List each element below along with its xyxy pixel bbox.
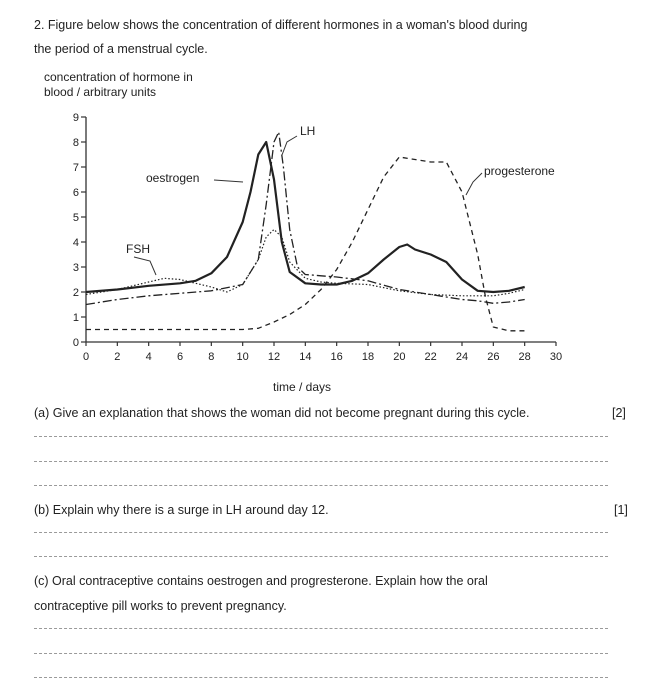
y-ticks — [73, 112, 86, 349]
fsh-label: FSH — [126, 242, 150, 256]
x-tick-label: 26 — [487, 351, 500, 363]
x-tick-label: 2 — [114, 351, 121, 363]
y-tick-label: 0 — [72, 337, 79, 349]
question-intro-line2: the period of a menstrual cycle. — [34, 42, 208, 56]
question-c-line2: contraceptive pill works to prevent pregnancy. — [34, 599, 287, 613]
y-tick-label: 6 — [72, 187, 79, 199]
series-lines — [86, 132, 525, 331]
lh-line — [86, 132, 525, 305]
answer-line-b1[interactable] — [34, 532, 608, 533]
answer-line-a2[interactable] — [34, 461, 608, 462]
x-ticks — [83, 342, 562, 363]
x-axis-label: time / days — [272, 380, 332, 394]
x-tick-label: 16 — [330, 351, 343, 363]
y-tick-label: 7 — [72, 162, 79, 174]
x-tick-label: 10 — [236, 351, 249, 363]
x-tick-label: 14 — [299, 351, 312, 363]
question-intro-line1: 2. Figure below shows the concentration of different hormones in a woman's blood during — [34, 18, 528, 32]
oestrogen-leader — [214, 180, 243, 182]
answer-line-a3[interactable] — [34, 485, 608, 486]
x-tick-label: 30 — [549, 351, 563, 363]
x-tick-label: 6 — [176, 351, 184, 363]
progesterone-label: progesterone — [484, 164, 555, 178]
progesterone-leader — [466, 173, 482, 195]
y-tick-label: 4 — [72, 237, 79, 249]
answer-line-c2[interactable] — [34, 653, 608, 654]
x-tick-label: 18 — [361, 351, 375, 363]
fsh-leader — [134, 257, 156, 275]
lh-label: LH — [300, 124, 316, 138]
question-a-marks: [2] — [612, 406, 626, 420]
question-b-text: (b) Explain why there is a surge in LH around day 12. — [34, 503, 329, 517]
y-tick-label: 5 — [72, 212, 79, 224]
x-tick-label: 0 — [82, 351, 90, 363]
y-axis-label-line2: blood / arbitrary units — [44, 85, 157, 99]
y-axis-label-line1: concentration of hormone in — [44, 70, 193, 84]
hormone-chart — [0, 60, 654, 400]
answer-line-c3[interactable] — [34, 677, 608, 678]
lh-leader — [282, 136, 297, 155]
x-tick-label: 22 — [424, 351, 437, 363]
oestrogen-line — [86, 142, 525, 292]
oestrogen-label: oestrogen — [146, 171, 200, 185]
x-tick-label: 20 — [393, 351, 406, 363]
x-tick-label: 24 — [455, 351, 469, 363]
answer-line-c1[interactable] — [34, 628, 608, 629]
question-b-marks: [1] — [614, 503, 628, 517]
y-tick-label: 8 — [72, 137, 79, 149]
x-tick-label: 28 — [518, 351, 531, 363]
x-tick-label: 12 — [267, 351, 281, 363]
annotations — [126, 124, 555, 275]
y-tick-label: 9 — [72, 112, 79, 124]
y-tick-label: 1 — [72, 312, 79, 324]
question-a-text: (a) Give an explanation that shows the woman did not become pregnant during this cycle. — [34, 406, 530, 420]
x-tick-label: 4 — [145, 351, 152, 363]
answer-line-b2[interactable] — [34, 556, 608, 557]
y-tick-label: 3 — [72, 262, 79, 274]
answer-line-a1[interactable] — [34, 436, 608, 437]
y-tick-label: 2 — [72, 287, 79, 299]
x-tick-label: 8 — [208, 351, 215, 363]
question-c-line1: (c) Oral contraceptive contains oestrogen and progresterone. Explain how the oral — [34, 574, 488, 588]
